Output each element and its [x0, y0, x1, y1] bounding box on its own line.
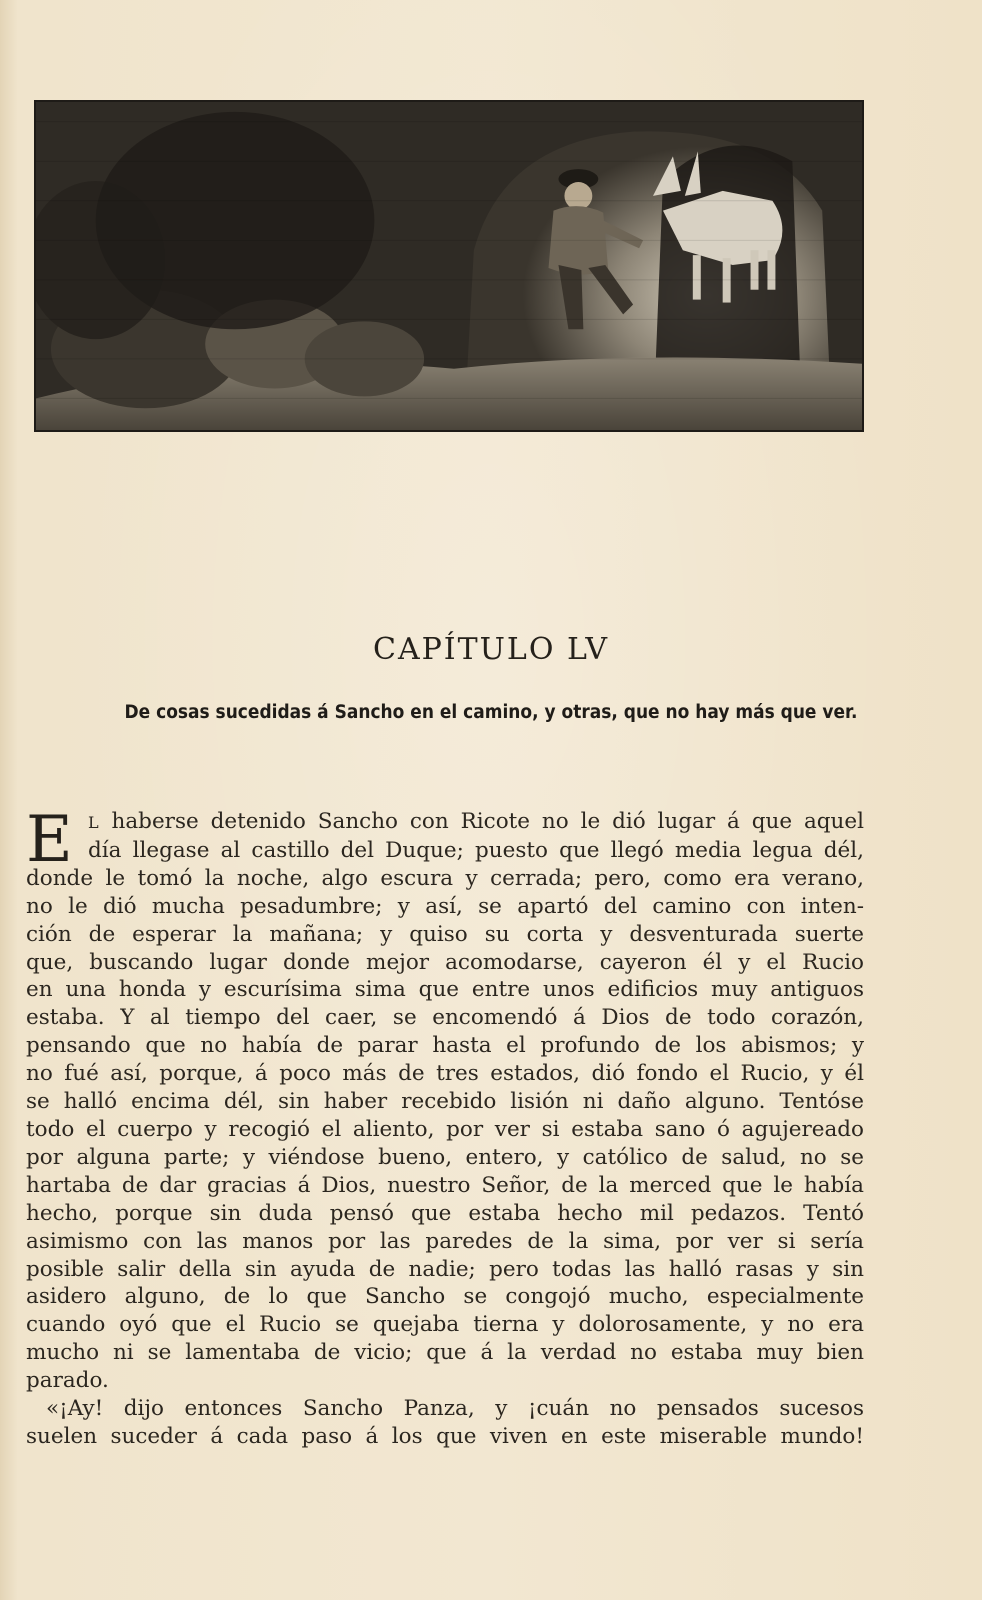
drop-cap: E	[26, 803, 73, 877]
text-line: donde le tomó la noche, algo escura y cerrada; pero, como era verano,	[26, 865, 864, 891]
first-paragraph	[26, 803, 864, 1395]
text-line: se halló encima dél, sin haber recebido lisión ni daño alguno. Tentóse	[26, 1089, 864, 1115]
text-line: por alguna parte; y viéndose bueno, entero, y católico de salud, no se	[26, 1144, 864, 1170]
chapter-title: CAPÍTULO LV	[372, 632, 610, 667]
text-line	[26, 808, 864, 837]
text-line: suelen suceder á cada paso á los que viven en este miserable mundo!	[26, 1423, 864, 1449]
first-word-rest: L	[88, 813, 100, 832]
text-line: todo el cuerpo y recogió el aliento, por ver si estaba sano ó agujereado	[26, 1116, 864, 1142]
text-line: asidero alguno, de lo que Sancho se congojó mucho, especialmente	[26, 1284, 864, 1310]
text-line: ción de esperar la mañana; y quiso su corta y desventurada suerte	[26, 921, 864, 947]
text-line: parado.	[26, 1368, 109, 1394]
text-line: hartaba de dar gracias á Dios, nuestro Señor, de la merced que le había	[26, 1172, 864, 1198]
text-line: mucho ni se lamentaba de vicio; que á la verdad no estaba muy bien	[26, 1340, 864, 1366]
chapter-illustration	[34, 100, 864, 432]
text-line: día llegase al castillo del Duque; puesto que llegó media legua dél,	[88, 837, 864, 863]
text-line: no le dió mucha pesadumbre; y así, se apartó del camino con inten-	[26, 893, 864, 919]
engraving-sancho-and-rucio-in-cave-icon	[36, 102, 862, 430]
text-line: en una honda y escurísima sima que entre unos edificios muy antiguos	[26, 977, 864, 1003]
text-line: hecho, porque sin duda pensó que estaba hecho mil pedazos. Tentó	[26, 1200, 864, 1226]
text-line-content: haberse detenido Sancho con Ricote no le dió lugar á que aquel	[99, 809, 864, 834]
second-paragraph	[26, 1395, 864, 1451]
chapter-subtitle: De cosas sucedidas á Sancho en el camino, y otras, que no hay más que ver.	[124, 702, 858, 723]
text-line: estaba. Y al tiempo del caer, se encomendó á Dios de todo corazón,	[26, 1005, 864, 1031]
text-line: que, buscando lugar donde mejor acomodarse, cayeron él y el Rucio	[26, 949, 864, 975]
chapter-body	[26, 803, 864, 1451]
text-line: posible salir della sin ayuda de nadie; pero todas las halló rasas y sin	[26, 1256, 864, 1282]
text-line: cuando oyó que el Rucio se quejaba tierna y dolorosamente, y no era	[26, 1312, 864, 1338]
text-line: no fué así, porque, á poco más de tres estados, dió fondo el Rucio, y él	[26, 1061, 864, 1087]
text-line: asimismo con las manos por las paredes de la sima, por ver si sería	[26, 1228, 864, 1254]
text-line: «¡Ay! dijo entonces Sancho Panza, y ¡cuán no pensados sucesos	[46, 1396, 864, 1422]
text-line: pensando que no había de parar hasta el profundo de los abismos; y	[26, 1033, 864, 1059]
